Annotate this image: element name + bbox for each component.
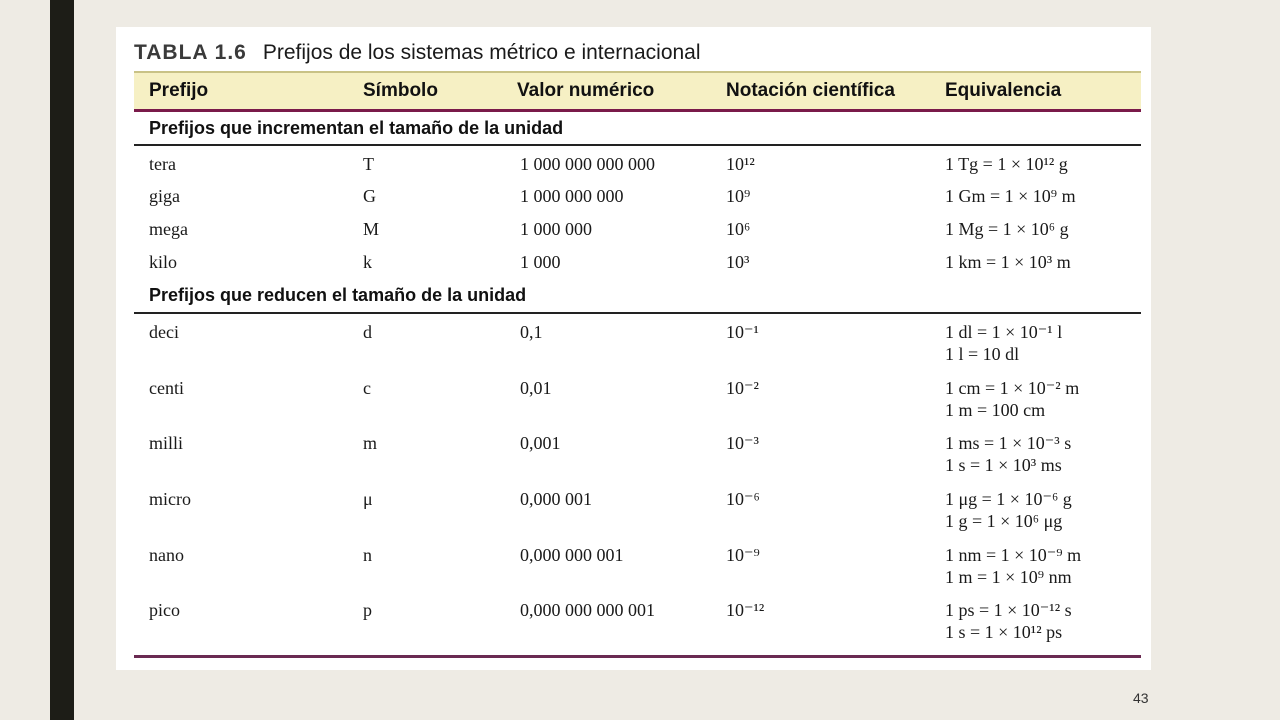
equivalence-cell	[945, 544, 1081, 588]
table-row	[116, 218, 1151, 248]
equivalence-line: 1 μg = 1 × 10⁻⁶ g	[945, 489, 1072, 509]
prefix-cell: centi	[149, 378, 184, 398]
numeric-value-cell: 1 000 000 000	[520, 186, 624, 206]
header-equivalence: Equivalencia	[945, 80, 1062, 101]
table-row	[116, 251, 1151, 281]
numeric-value-cell: 1 000	[520, 252, 561, 272]
table-row	[116, 544, 1151, 587]
equivalence-line: 1 m = 100 cm	[945, 400, 1046, 420]
symbol-cell: n	[363, 545, 372, 565]
numeric-value-cell: 0,000 000 000 001	[520, 600, 655, 620]
table-row	[116, 153, 1151, 183]
table-header-row	[134, 71, 1141, 112]
equivalence-line: 1 s = 1 × 10¹² ps	[945, 622, 1063, 642]
numeric-value-cell: 1 000 000	[520, 219, 592, 239]
equivalence-line: 1 l = 10 dl	[945, 344, 1020, 364]
equivalence-cell	[945, 251, 1071, 273]
equivalence-line: 1 Mg = 1 × 10⁶ g	[945, 219, 1069, 239]
table-number: TABLA 1.6	[134, 41, 247, 64]
section-rule	[134, 312, 1141, 314]
prefix-table	[116, 27, 1151, 670]
equivalence-cell	[945, 432, 1071, 476]
prefix-cell: deci	[149, 322, 179, 342]
scientific-notation-cell: 10⁻²	[726, 378, 759, 398]
symbol-cell: k	[363, 252, 372, 272]
table-row	[116, 488, 1151, 531]
table-title-text: Prefijos de los sistemas métrico e internacional	[262, 41, 701, 64]
header-prefix: Prefijo	[149, 80, 209, 101]
symbol-cell: c	[363, 378, 371, 398]
prefix-cell: nano	[149, 545, 184, 565]
equivalence-cell	[945, 153, 1068, 175]
equivalence-line: 1 nm = 1 × 10⁻⁹ m	[945, 545, 1082, 565]
table-row	[116, 377, 1151, 420]
scientific-notation-cell: 10⁻¹²	[726, 600, 765, 620]
prefix-cell: kilo	[149, 252, 178, 272]
equivalence-line: 1 km = 1 × 10³ m	[945, 252, 1071, 272]
symbol-cell: p	[363, 600, 372, 620]
prefix-cell: tera	[149, 154, 176, 174]
section-heading-increase: Prefijos que incrementan el tamaño de la unidad	[149, 118, 564, 138]
symbol-cell: G	[363, 186, 376, 206]
numeric-value-cell: 1 000 000 000 000	[520, 154, 655, 174]
symbol-cell: μ	[363, 489, 373, 509]
equivalence-cell	[945, 185, 1076, 207]
numeric-value-cell: 0,000 001	[520, 489, 592, 509]
equivalence-cell	[945, 377, 1079, 421]
equivalence-line: 1 s = 1 × 10³ ms	[945, 455, 1062, 475]
table-title	[134, 41, 701, 65]
prefix-cell: micro	[149, 489, 191, 509]
equivalence-line: 1 cm = 1 × 10⁻² m	[945, 378, 1080, 398]
table-bottom-rule	[134, 655, 1141, 658]
section-rule	[134, 144, 1141, 146]
equivalence-line: 1 Tg = 1 × 10¹² g	[945, 154, 1068, 174]
equivalence-cell	[945, 599, 1072, 643]
equivalence-line: 1 ps = 1 × 10⁻¹² s	[945, 600, 1072, 620]
equivalence-cell	[945, 321, 1062, 365]
symbol-cell: m	[363, 433, 378, 453]
page-number: 43	[1133, 690, 1149, 706]
numeric-value-cell: 0,001	[520, 433, 561, 453]
symbol-cell: T	[363, 154, 374, 174]
symbol-cell: M	[363, 219, 380, 239]
table-row	[116, 185, 1151, 215]
table-row	[116, 432, 1151, 475]
scientific-notation-cell: 10⁻⁹	[726, 545, 760, 565]
equivalence-line: 1 m = 1 × 10⁹ nm	[945, 567, 1072, 587]
prefix-cell: milli	[149, 433, 184, 453]
slide-left-accent-bar	[50, 0, 74, 720]
equivalence-cell	[945, 488, 1072, 532]
scientific-notation-cell: 10⁶	[726, 219, 751, 239]
section-heading-decrease: Prefijos que reducen el tamaño de la unidad	[149, 285, 527, 305]
equivalence-line: 1 g = 1 × 10⁶ μg	[945, 511, 1063, 531]
scientific-notation-cell: 10⁻³	[726, 433, 759, 453]
numeric-value-cell: 0,000 000 001	[520, 545, 624, 565]
header-scientific-notation: Notación científica	[726, 80, 895, 101]
header-symbol: Símbolo	[363, 80, 438, 101]
numeric-value-cell: 0,01	[520, 378, 552, 398]
symbol-cell: d	[363, 322, 372, 342]
prefix-cell: mega	[149, 219, 188, 239]
scientific-notation-cell: 10³	[726, 252, 750, 272]
scientific-notation-cell: 10⁹	[726, 186, 751, 206]
table-row	[116, 599, 1151, 642]
scientific-notation-cell: 10⁻⁶	[726, 489, 760, 509]
equivalence-line: 1 dl = 1 × 10⁻¹ l	[945, 322, 1063, 342]
header-numeric-value: Valor numérico	[517, 80, 655, 101]
equivalence-cell	[945, 218, 1069, 240]
table-row	[116, 321, 1151, 364]
prefix-cell: giga	[149, 186, 180, 206]
numeric-value-cell: 0,1	[520, 322, 543, 342]
prefix-cell: pico	[149, 600, 180, 620]
equivalence-line: 1 Gm = 1 × 10⁹ m	[945, 186, 1076, 206]
scientific-notation-cell: 10⁻¹	[726, 322, 759, 342]
equivalence-line: 1 ms = 1 × 10⁻³ s	[945, 433, 1072, 453]
scientific-notation-cell: 10¹²	[726, 154, 755, 174]
